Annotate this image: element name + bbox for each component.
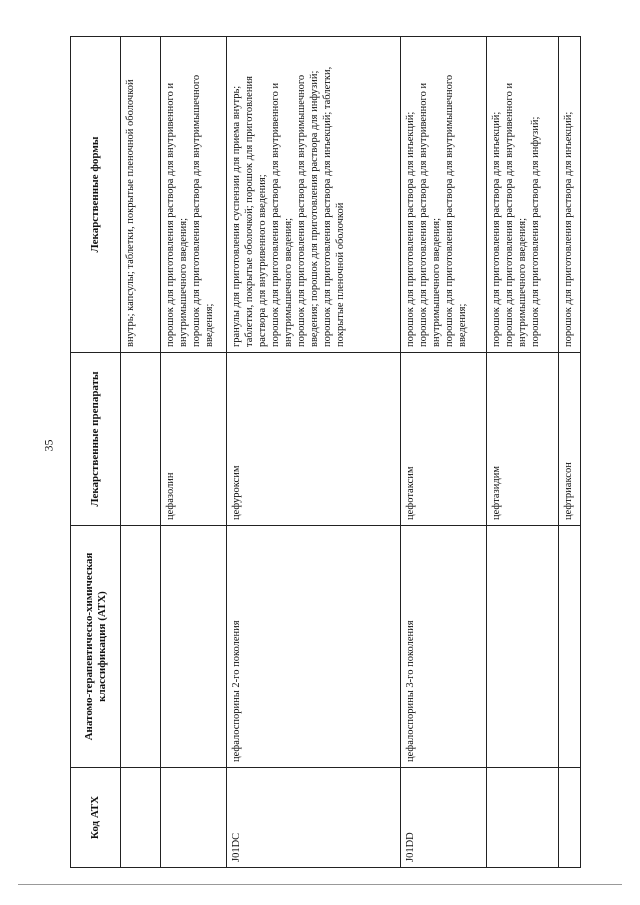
form-item: порошок для приготовления раствора для внутримышечного введения;	[444, 74, 468, 347]
cell-drug	[121, 353, 161, 526]
form-item: гранулы для приготовления суспензии для приема внутрь;	[231, 85, 242, 347]
form-item: порошок для приготовления раствора для внутривенного и внутримышечного введения;	[270, 82, 294, 347]
cell-classification	[161, 526, 227, 768]
cell-classification	[487, 526, 559, 768]
cell-classification	[559, 526, 581, 768]
cell-drug: цефазолин	[161, 353, 227, 526]
cell-forms	[227, 37, 401, 353]
cell-code	[559, 768, 581, 868]
table-row	[227, 37, 401, 868]
form-item: порошок для приготовления раствора для инъекций;	[405, 111, 416, 347]
form-item: порошок для приготовления раствора для внутривенного и внутримышечного введения;	[165, 82, 189, 347]
table-row	[401, 37, 487, 868]
table-row	[121, 37, 161, 868]
header-forms: Лекарственные формы	[71, 37, 121, 353]
form-item: порошок для приготовления раствора для инъекций;	[491, 111, 502, 347]
page-number: 35	[41, 439, 56, 452]
cell-drug: цефтриаксон	[559, 353, 581, 526]
table-row	[161, 37, 227, 868]
cell-forms	[121, 37, 161, 353]
form-item: порошок для приготовления раствора для внутривенного и внутримышечного введения;	[418, 82, 442, 347]
cell-drug: цефтазидим	[487, 353, 559, 526]
cell-code	[161, 768, 227, 868]
cell-classification: цефалоспорины 2-го поколения	[227, 526, 401, 768]
cell-code	[121, 768, 161, 868]
scan-edge-line	[18, 884, 622, 885]
form-item: внутрь; капсулы; таблетки, покрытые пленочной оболочкой	[125, 79, 136, 347]
atc-table	[70, 36, 581, 868]
cell-drug: цефотаксим	[401, 353, 487, 526]
rotated-table-wrapper	[70, 37, 580, 868]
header-code: Код АТХ	[71, 768, 121, 868]
form-item: таблетки, покрытые оболочкой; порошок для приготовления раствора для внутривенного введения;	[244, 76, 268, 347]
form-item: порошок для приготовления раствора для внутривенного и внутримышечного введения;	[504, 82, 528, 347]
cell-forms	[401, 37, 487, 353]
cell-code: J01DD	[401, 768, 487, 868]
cell-code	[487, 768, 559, 868]
header-classification: Анатомо-терапевтическо-химическая классификация (АТХ)	[71, 526, 121, 768]
table-row	[487, 37, 559, 868]
cell-classification	[121, 526, 161, 768]
form-item: порошок для приготовления раствора для внутримышечного введения;	[191, 74, 215, 347]
cell-forms	[559, 37, 581, 353]
table-row	[559, 37, 581, 868]
form-item: порошок для приготовления раствора для инъекций;	[563, 111, 574, 347]
cell-code: J01DC	[227, 768, 401, 868]
cell-drug: цефуроксим	[227, 353, 401, 526]
form-item: порошок для приготовления раствора для внутримышечного введения; порошок для приготовления раствора для инфузий; порошок для приготовления раствора для инъекций; таблетки, покрытые пленочной оболочкой	[296, 66, 346, 347]
cell-forms	[161, 37, 227, 353]
cell-forms	[487, 37, 559, 353]
form-item: порошок для приготовления раствора для инфузий;	[530, 116, 541, 347]
header-drugs: Лекарственные препараты	[71, 353, 121, 526]
header-row	[71, 37, 121, 868]
cell-classification: цефалоспорины 3-го поколения	[401, 526, 487, 768]
